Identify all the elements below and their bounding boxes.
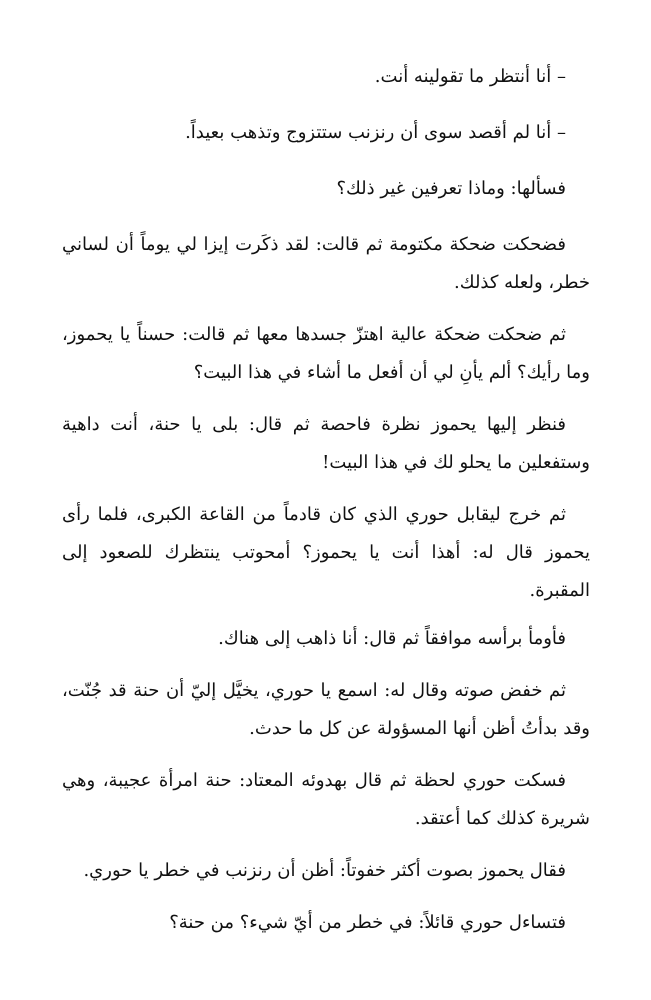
paragraph-4: فضحكت ضحكة مكتومة ثم قالت: لقد ذكَرت إيزا لي يوماً أن لساني خطر، ولعله كذلك. xyxy=(62,234,590,293)
paragraph-3: فسألها: وماذا تعرفين غير ذلك؟ xyxy=(336,178,566,199)
paragraph-12: فتساءل حوري قائلاً: في خطر من أيّ شيء؟ من حنة؟ xyxy=(169,912,566,933)
paragraph-1: – أنا أنتظر ما تقولينه أنت. xyxy=(374,66,566,87)
paragraph-2: – أنا لم أقصد سوى أن رنزنب ستتزوج وتذهب بعيداً. xyxy=(185,122,566,143)
paragraph-5: ثم ضحكت ضحكة عالية اهتزّ جسدها معها ثم قالت: حسناً يا يحموز، وما رأيك؟ ألم يأنِ لي أن أفعل ما أشاء في هذا البيت؟ xyxy=(62,324,590,383)
paragraph-8: فأومأ برأسه موافقاً ثم قال: أنا ذاهب إلى هناك. xyxy=(218,628,566,649)
paragraph-9: ثم خفض صوته وقال له: اسمع يا حوري، يخيَّل إليّ أن حنة قد جُنّت، وقد بدأتُ أظن أنها المسؤولة عن كل ما حدث. xyxy=(62,680,590,739)
paragraph-7: ثم خرج ليقابل حوري الذي كان قادماً من القاعة الكبرى، فلما رأى يحموز قال له: أهذا أنت يا يحموز؟ أمحوتب ينتظرك للصعود إلى المقبرة. xyxy=(62,504,590,601)
paragraph-10: فسكت حوري لحظة ثم قال بهدوئه المعتاد: حنة امرأة عجيبة، وهي شريرة كذلك كما أعتقد. xyxy=(62,770,590,829)
book-page xyxy=(62,58,590,942)
paragraph-6: فنظر إليها يحموز نظرة فاحصة ثم قال: بلى يا حنة، أنت داهية وستفعلين ما يحلو لك في هذا البيت! xyxy=(62,414,590,473)
paragraph-11: فقال يحموز بصوت أكثر خفوتاً: أظن أن رنزنب في خطر يا حوري. xyxy=(83,860,566,881)
